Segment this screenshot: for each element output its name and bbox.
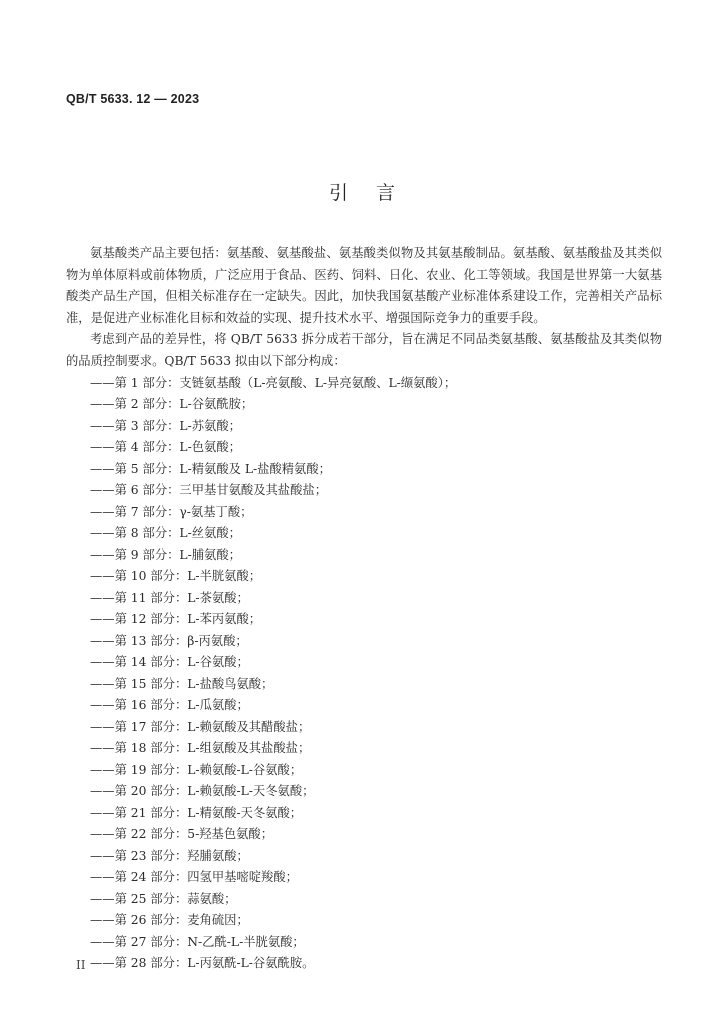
part-item: ——第 9 部分：L-脯氨酸； [90,547,241,562]
part-item: ——第 13 部分：β-丙氨酸； [90,633,248,648]
part-item: ——第 5 部分：L-精氨酸及 L-盐酸精氨酸； [90,461,331,476]
part-item: ——第 16 部分：L-瓜氨酸； [90,698,249,713]
part-item: ——第 22 部分：5-羟基色氨酸； [90,827,274,842]
part-item: ——第 2 部分：L-谷氨酰胺； [90,397,254,412]
part-item: ——第 24 部分：四氢甲基嘧啶羧酸； [90,870,298,885]
standard-code-header: QB/T 5633. 12 — 2023 [66,92,200,106]
intro-paragraph: 氨基酸类产品主要包括：氨基酸、氨基酸盐、氨基酸类似物及其氨基酸制品。氨基酸、氨基酸盐及其类似物为单体原料或前体物质，广泛应用于食品、医药、饲料、日化、农业、化工等领域。我国是世界第一大氨基酸类产品生产国，但相关标准存在一定缺失。因此，加快我国氨基酸产业标准体系建设工作，完善相关产品标准，是促进产业标准化目标和效益的实现、提升技术水平、增强国际竞争力的重要手段。 [66,246,662,325]
part-item: ——第 19 部分：L-赖氨酸-L-谷氨酸； [90,762,303,777]
structure-paragraph: 考虑到产品的差异性，将 QB/T 5633 拆分成若干部分，旨在满足不同品类氨基酸、氨基酸盐及其类似物的品质控制要求。QB/T 5633 拟由以下部分构成： [66,332,662,368]
parts-list [66,373,662,975]
part-item: ——第 8 部分：L-丝氨酸； [90,526,241,541]
part-item: ——第 28 部分：L-丙氨酰-L-谷氨酰胺。 [90,956,315,971]
part-item: ——第 23 部分：羟脯氨酸； [90,848,249,863]
document-body [66,243,662,975]
part-item: ——第 20 部分：L-赖氨酸-L-天冬氨酸； [90,784,315,799]
part-item: ——第 14 部分：L-谷氨酸； [90,655,249,670]
part-item: ——第 25 部分：蒜氨酸； [90,891,237,906]
page-number: II [76,958,86,972]
part-item: ——第 21 部分：L-精氨酸-天冬氨酸； [90,805,303,820]
part-item: ——第 12 部分：L-苯丙氨酸； [90,612,262,627]
part-item: ——第 17 部分：L-赖氨酸及其醋酸盐； [90,719,311,734]
part-item: ——第 26 部分：麦角硫因； [90,913,249,928]
part-item: ——第 7 部分：γ-氨基丁酸； [90,504,253,519]
part-item: ——第 27 部分：N-乙酰-L-半胱氨酸； [90,934,305,949]
part-item: ——第 18 部分：L-组氨酸及其盐酸盐； [90,741,311,756]
part-item: ——第 11 部分：L-茶氨酸； [90,590,249,605]
part-item: ——第 10 部分：L-半胱氨酸； [90,569,262,584]
part-item: ——第 3 部分：L-苏氨酸； [90,418,241,433]
part-item: ——第 15 部分：L-盐酸鸟氨酸； [90,676,274,691]
part-item: ——第 6 部分：三甲基甘氨酸及其盐酸盐； [90,483,327,498]
part-item: ——第 4 部分：L-色氨酸； [90,440,241,455]
page-title: 引言 [328,182,423,204]
part-item: ——第 1 部分：支链氨基酸（L-亮氨酸、L-异亮氨酸、L-缬氨酸）； [90,375,457,390]
